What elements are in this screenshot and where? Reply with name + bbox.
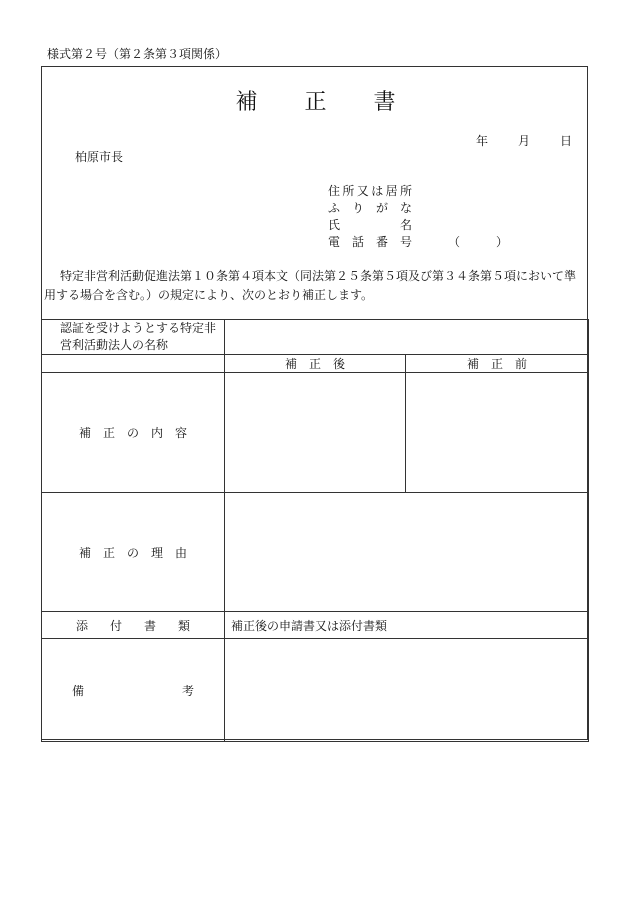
date-day: 日 [560, 134, 573, 148]
statement-text: 特定非営利活動促進法第１０条第４項本文（同法第２５条第５項及び第３４条第５項において準用する場合を含む。）の規定により、次のとおり補正します。 [44, 269, 577, 302]
furigana-label: ふりがな [328, 201, 412, 215]
applicant-block [328, 183, 508, 251]
date-month: 月 [518, 134, 531, 148]
org-name-value[interactable] [225, 320, 589, 355]
attachments-value: 補正後の申請書又は添付書類 [225, 612, 589, 639]
remarks-label-cell [42, 639, 225, 742]
remarks-label: 備 考 [72, 683, 194, 698]
form-frame [41, 66, 588, 740]
content-label: 補正の内容 [42, 373, 225, 493]
reason-label: 補正の理由 [42, 493, 225, 612]
remarks-field[interactable] [225, 639, 589, 742]
content-after-field[interactable] [225, 373, 406, 493]
content-before-field[interactable] [406, 373, 589, 493]
correction-table [41, 319, 589, 742]
header-blank [42, 355, 225, 373]
reason-field[interactable] [225, 493, 589, 612]
name-label: 氏名 [328, 218, 412, 232]
phone-parentheses: （ ） [448, 235, 509, 249]
addressee: 柏原市長 [75, 150, 124, 164]
org-name-label: 認証を受けようとする特定非営利活動法人の名称 [42, 320, 225, 355]
date-line [476, 134, 572, 148]
after-header: 補正後 [225, 355, 406, 373]
phone-label: 電話番号 [328, 235, 412, 249]
before-header: 補正前 [406, 355, 589, 373]
document-title: 補 正 書 [235, 90, 416, 115]
form-number: 様式第２号（第２条第３項関係） [47, 47, 228, 61]
address-label: 住所又は居所 [328, 184, 412, 198]
date-year: 年 [476, 134, 489, 148]
attachments-label: 添付書類 [42, 612, 225, 639]
